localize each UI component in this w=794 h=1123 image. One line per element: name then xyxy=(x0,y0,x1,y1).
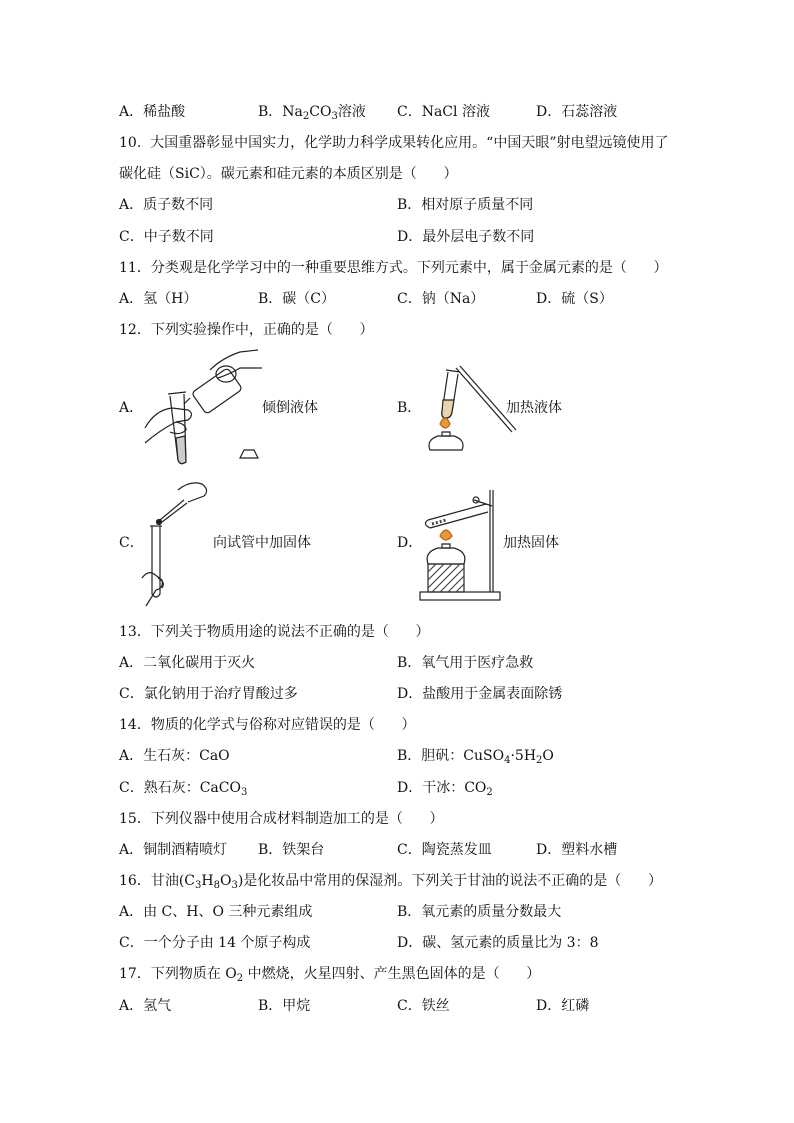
q16-stem-sub2: 8 xyxy=(213,880,220,891)
q10-option-b: B．相对原子质量不同 xyxy=(397,197,534,213)
q16-stem-text: 16．甘油(C xyxy=(119,873,195,889)
q12-stem: 12．下列实验操作中，正确的是（ ） xyxy=(119,322,374,338)
q9-option-c: C．NaCl 溶液 xyxy=(397,104,490,120)
q17-option-b: B．甲烷 xyxy=(258,998,311,1014)
q15-stem: 15．下列仪器中使用合成材料制造加工的是（ ） xyxy=(119,811,444,827)
q14-option-a: A．生石灰：CaO xyxy=(119,748,230,764)
q14-option-b-text2: ·5H xyxy=(510,748,537,764)
q16-stem-text4: )是化妆品中常用的保湿剂。下列关于甘油的说法不正确的是（ ） xyxy=(237,873,662,889)
q9-option-b xyxy=(258,102,366,122)
q9-option-b-text2: CO xyxy=(309,104,332,120)
q10-option-c: C．中子数不同 xyxy=(119,229,214,245)
q16-stem-text3: O xyxy=(219,873,232,889)
q15-option-d: D．塑料水槽 xyxy=(536,842,618,858)
q13-option-d: D．盐酸用于金属表面除锈 xyxy=(397,686,563,702)
heating-solid-illustration xyxy=(416,486,506,602)
q16-stem xyxy=(119,871,662,891)
q12-option-a-label: 倾倒液体 xyxy=(262,400,318,416)
q9-option-b-sub2: 3 xyxy=(331,111,338,122)
q9-option-b-sub1: 2 xyxy=(302,111,310,122)
q13-option-a: A．二氧化碳用于灭火 xyxy=(119,655,256,671)
q9-option-d: D．石蕊溶液 xyxy=(536,104,618,120)
q11-option-b: B．碳（C） xyxy=(258,291,335,307)
q9-option-b-text3: 溶液 xyxy=(337,104,366,120)
q10-stem-line2: 碳化硅（SiC）。碳元素和硅元素的本质区别是（ ） xyxy=(119,166,458,182)
q14-option-b-text3: O xyxy=(542,748,554,764)
q12-option-c-letter: C． xyxy=(119,535,144,551)
q15-option-c: C．陶瓷蒸发皿 xyxy=(397,842,492,858)
q14-option-c-text: C．熟石灰：CaCO xyxy=(119,780,241,796)
q16-option-c: C．一个分子由 14 个原子构成 xyxy=(119,935,311,951)
q17-stem-text2: 中燃烧，火星四射、产生黑色固体的是（ ） xyxy=(243,966,541,982)
q11-option-a: A．氢（H） xyxy=(119,291,198,307)
q17-option-c: C．铁丝 xyxy=(397,998,450,1014)
q9-option-b-text: B．Na xyxy=(258,104,303,120)
q16-option-a: A．由 C、H、O 三种元素组成 xyxy=(119,904,313,920)
q12-option-b-label: 加热液体 xyxy=(506,400,562,416)
q14-option-d-text: D．干冰：CO xyxy=(397,780,487,796)
q16-stem-sub1: 3 xyxy=(195,880,202,891)
q11-option-d: D．硫（S） xyxy=(536,291,613,307)
q17-stem-text: 17．下列物质在 O xyxy=(119,966,237,982)
q10-stem-line1: 10. 大国重器彰显中国实力，化学助力科学成果转化应用。“中国天眼”射电望远镜使用了 xyxy=(119,135,669,151)
q12-option-d-label: 加热固体 xyxy=(503,535,559,551)
q13-option-b: B．氧气用于医疗急救 xyxy=(397,655,534,671)
q14-option-c-sub1: 3 xyxy=(240,787,248,798)
q11-option-c: C．钠（Na） xyxy=(397,291,485,307)
q9-option-a: A．稀盐酸 xyxy=(119,104,186,120)
q11-stem: 11．分类观是化学学习中的一种重要思维方式。下列元素中，属于金属元素的是（ ） xyxy=(119,260,668,276)
q17-stem xyxy=(119,964,540,984)
q15-option-a: A．铜制酒精喷灯 xyxy=(119,842,228,858)
q15-option-b: B．铁架台 xyxy=(258,842,325,858)
q17-option-d: D．红磷 xyxy=(536,998,590,1014)
q16-stem-sub3: 3 xyxy=(231,880,238,891)
q17-stem-sub1: 2 xyxy=(236,973,244,984)
q16-stem-text2: H xyxy=(201,873,214,889)
q17-option-a: A．氢气 xyxy=(119,998,172,1014)
q14-option-b-text: B．胆矾：CuSO xyxy=(397,748,505,764)
q12-option-b-letter: B． xyxy=(397,400,422,416)
q14-option-b xyxy=(397,746,554,766)
q14-stem: 14．物质的化学式与俗称对应错误的是（ ） xyxy=(119,717,416,733)
pouring-liquid-illustration xyxy=(140,348,270,468)
q14-option-b-sub2: 2 xyxy=(536,755,543,766)
q12-option-a-letter: A． xyxy=(119,400,144,416)
q16-option-d: D．碳、氢元素的质量比为 3：8 xyxy=(397,935,599,951)
q13-option-c: C．氯化钠用于治疗胃酸过多 xyxy=(119,686,298,702)
q14-option-d-sub1: 2 xyxy=(486,787,493,798)
q10-option-d: D．最外层电子数不同 xyxy=(397,229,535,245)
q14-option-c xyxy=(119,778,247,798)
q13-stem: 13．下列关于物质用途的说法不正确的是（ ） xyxy=(119,624,430,640)
q12-option-c-label: 向试管中加固体 xyxy=(213,535,311,551)
q14-option-b-sub1: 4 xyxy=(504,755,511,766)
q10-option-a: A．质子数不同 xyxy=(119,197,214,213)
q12-option-d-letter: D． xyxy=(397,535,423,551)
q16-option-b: B．氧元素的质量分数最大 xyxy=(397,904,562,920)
q14-option-d xyxy=(397,778,493,798)
